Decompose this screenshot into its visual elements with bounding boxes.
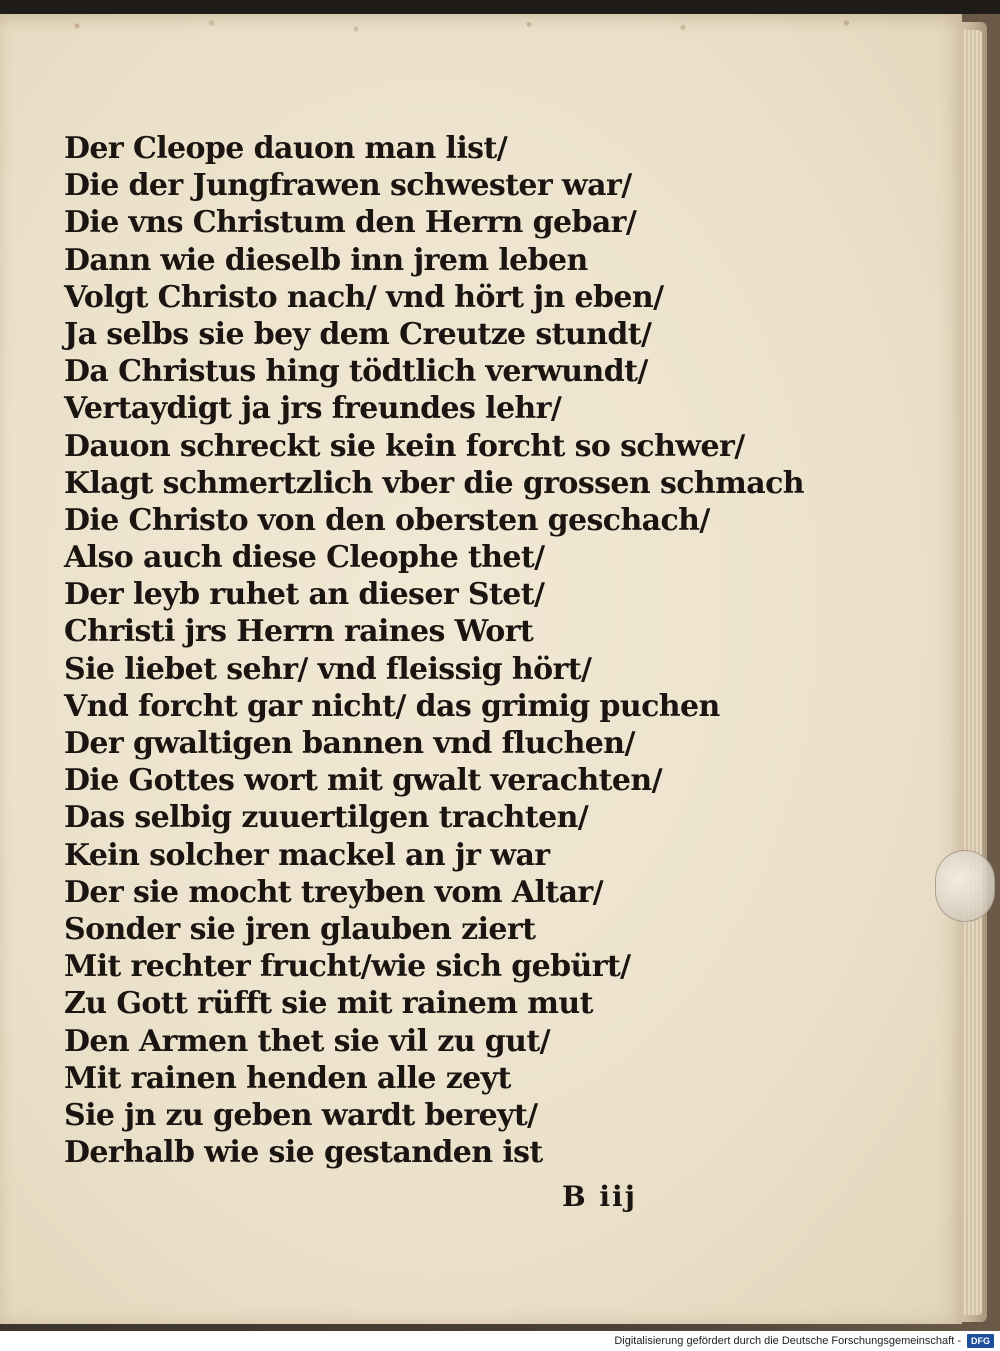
page-clip (935, 850, 995, 922)
verse-line: Dann wie dieselb inn jrem leben (64, 242, 588, 278)
verse-line: Kein solcher mackel an jr war (64, 837, 550, 873)
verse-line: Zu Gott rüfft sie mit rainem mut (64, 986, 593, 1022)
verse-text-block (64, 130, 884, 1171)
verse-line: Ja selbs sie bey dem Creutze stundt/ (64, 316, 652, 352)
verse-line: Der gwaltigen bannen vnd fluchen/ (64, 726, 635, 761)
verse-line: Also auch diese Cleophe thet/ (64, 540, 545, 576)
verse-line: Den Armen thet sie vil zu gut/ (64, 1023, 550, 1059)
verse-line: Das selbig zuuertilgen trachten/ (64, 800, 589, 836)
verse-line: Der Cleope dauon man list/ (64, 131, 508, 166)
verse-line: Mit rechter frucht/wie sich gebürt/ (64, 949, 631, 985)
verse-line: Christi jrs Herrn raines Wort (64, 614, 534, 650)
verse-line: Sonder sie jren glauben ziert (64, 911, 536, 947)
verse-line: Dauon schreckt sie kein forcht so schwer/ (64, 428, 745, 464)
digitization-footer (0, 1331, 1000, 1351)
footer-credit-text: Digitalisierung gefördert durch die Deutsche Forschungsgemeinschaft - (614, 1335, 961, 1347)
verse-line: Mit rainen henden alle zeyt (64, 1060, 511, 1096)
verse-line: Der leyb ruhet an dieser Stet/ (64, 577, 545, 613)
page-edge-layers (960, 30, 982, 1315)
verse-line: Die Christo von den obersten geschach/ (64, 502, 710, 538)
verse-line: Die Gottes wort mit gwalt verachten/ (64, 763, 662, 799)
verse-line: Volgt Christo nach/ vnd hört jn eben/ (64, 279, 664, 315)
signature-mark: B iij (562, 1180, 637, 1213)
dfg-logo-icon: DFG (967, 1334, 994, 1348)
verse-line: Der sie mocht treyben vom Altar/ (64, 874, 603, 910)
verse-line: Sie liebet sehr/ vnd fleissig hört/ (64, 651, 592, 687)
verse-line: Vertaydigt ja jrs freundes lehr/ (64, 391, 562, 427)
verse-line: Die vns Christum den Herrn gebar/ (64, 205, 637, 241)
verse-line: Die der Jungfrawen schwester war/ (64, 168, 632, 204)
verse-line: Klagt schmertzlich vber die grossen schmach (64, 465, 804, 501)
verse-line: Vnd forcht gar nicht/ das grimig puchen (64, 688, 720, 724)
verse-line: Da Christus hing tödtlich verwundt/ (64, 354, 648, 390)
verse-line: Sie jn zu geben wardt bereyt/ (64, 1097, 538, 1133)
top-binding-strip (0, 0, 1000, 14)
verse-line: Derhalb wie sie gestanden ist (64, 1135, 543, 1171)
